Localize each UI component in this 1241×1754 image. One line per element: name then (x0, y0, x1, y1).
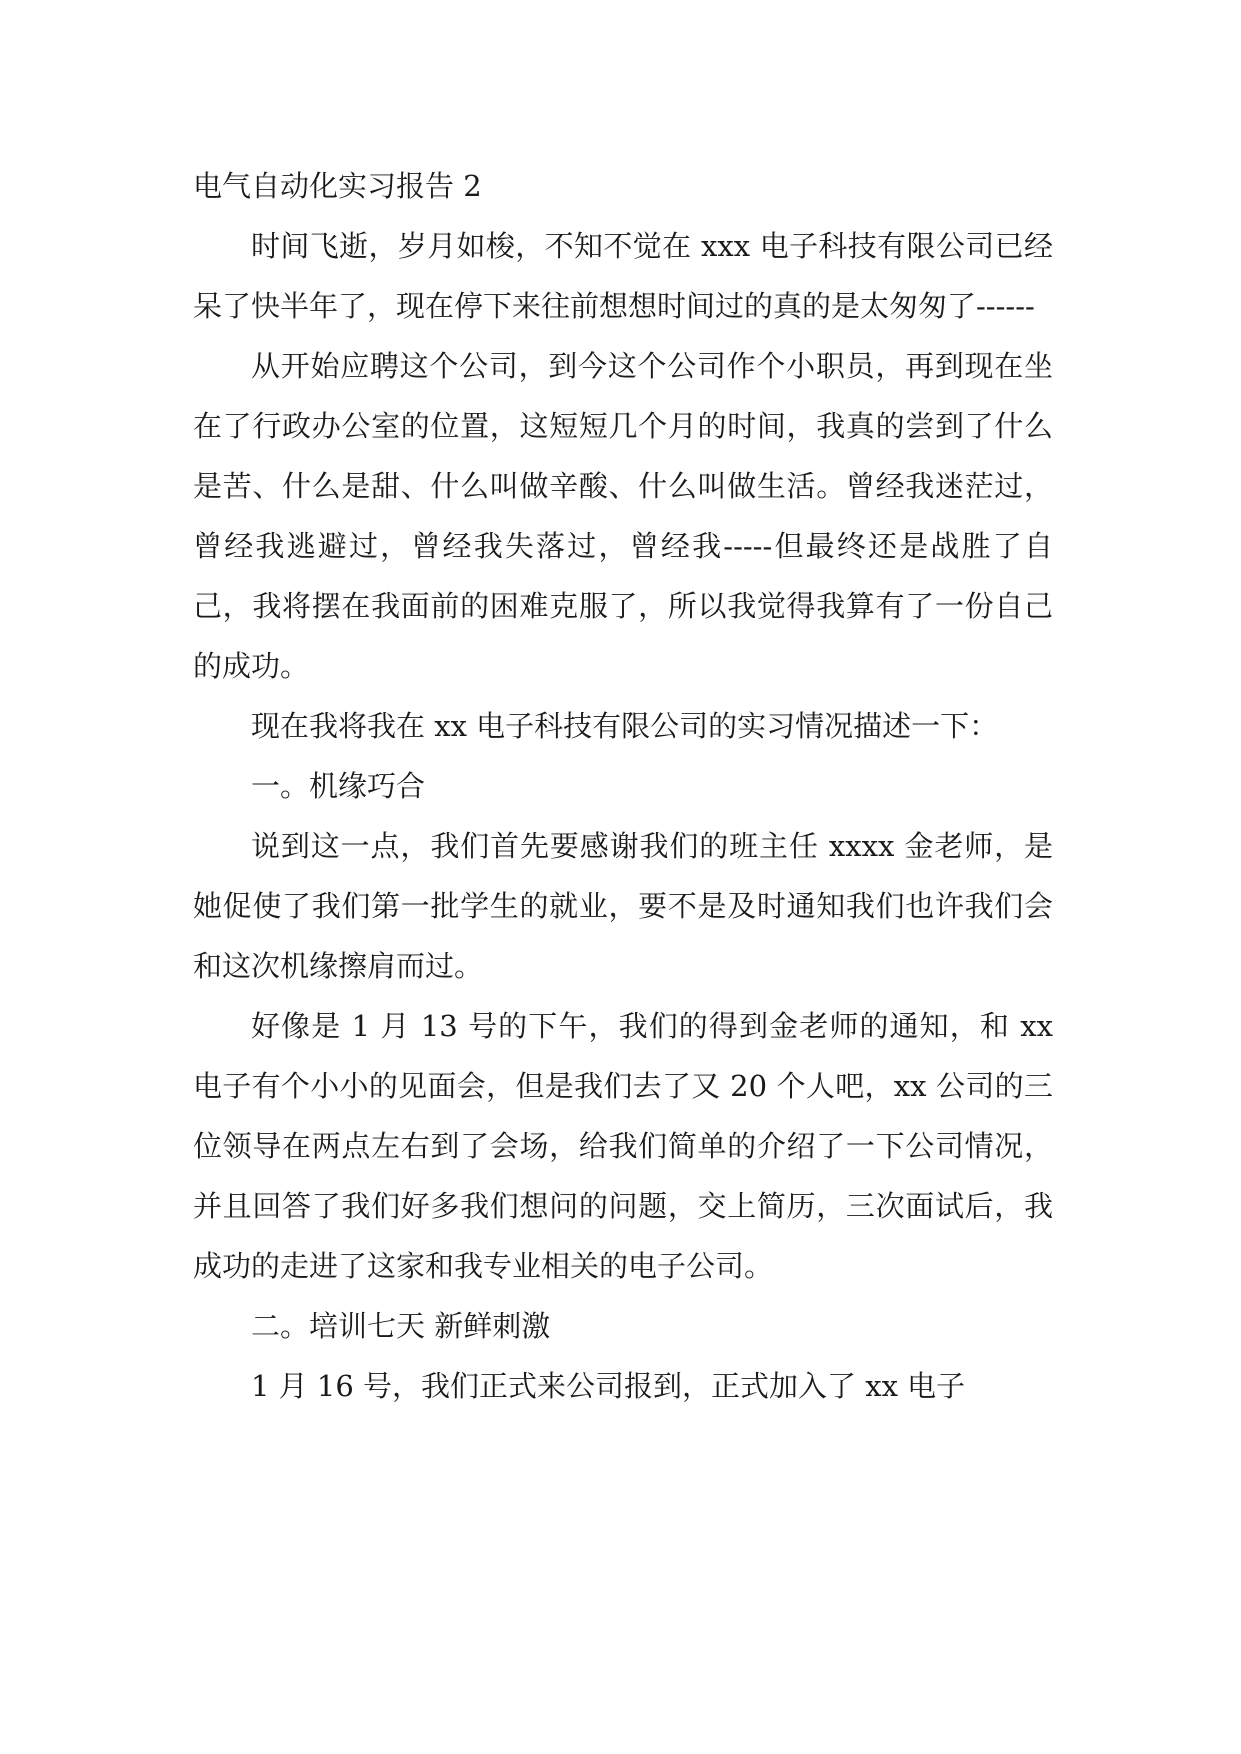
paragraph-meeting: 好像是 1 月 13 号的下午，我们的得到金老师的通知，和 xx 电子有个小小的见面会，但是我们去了又 20 个人吧，xx 公司的三位领导在两点左右到了会场，给我们简单的介绍了一下公司情况，并且回答了我们好多我们想问的问题，交上简历，三次面试后，我成功的走进了这家和我专业相关的电子公司。 (193, 1009, 1053, 1283)
paragraph-thanks: 说到这一点，我们首先要感谢我们的班主任 xxxx 金老师，是她促使了我们第一批学生的就业，要不是及时通知我们也许我们会和这次机缘擦肩而过。 (193, 829, 1053, 983)
paragraph-description: 现在我将我在 xx 电子科技有限公司的实习情况描述一下： (251, 709, 999, 743)
section-heading-2: 二。培训七天 新鲜刺激 (251, 1309, 551, 1343)
paragraph-experience: 从开始应聘这个公司，到今这个公司作个小职员，再到现在坐在了行政办公室的位置，这短短几个月的时间，我真的尝到了什么是苦、什么是甜、什么叫做辛酸、什么叫做生活。曾经我迷茫过，曾经我逃避过，曾经我失落过，曾经我-----但最终还是战胜了自己，我将摆在我面前的困难克服了，所以我觉得我算有了一份自己的成功。 (193, 349, 1053, 683)
section-heading-1: 一。机缘巧合 (251, 769, 426, 803)
document-body (193, 156, 1053, 1416)
document-title: 电气自动化实习报告 2 (193, 169, 482, 203)
paragraph-report: 1 月 16 号，我们正式来公司报到，正式加入了 xx 电子 (251, 1369, 966, 1403)
paragraph-intro: 时间飞逝，岁月如梭，不知不觉在 xxx 电子科技有限公司已经呆了快半年了，现在停下来往前想想时间过的真的是太匆匆了------ (193, 229, 1053, 323)
